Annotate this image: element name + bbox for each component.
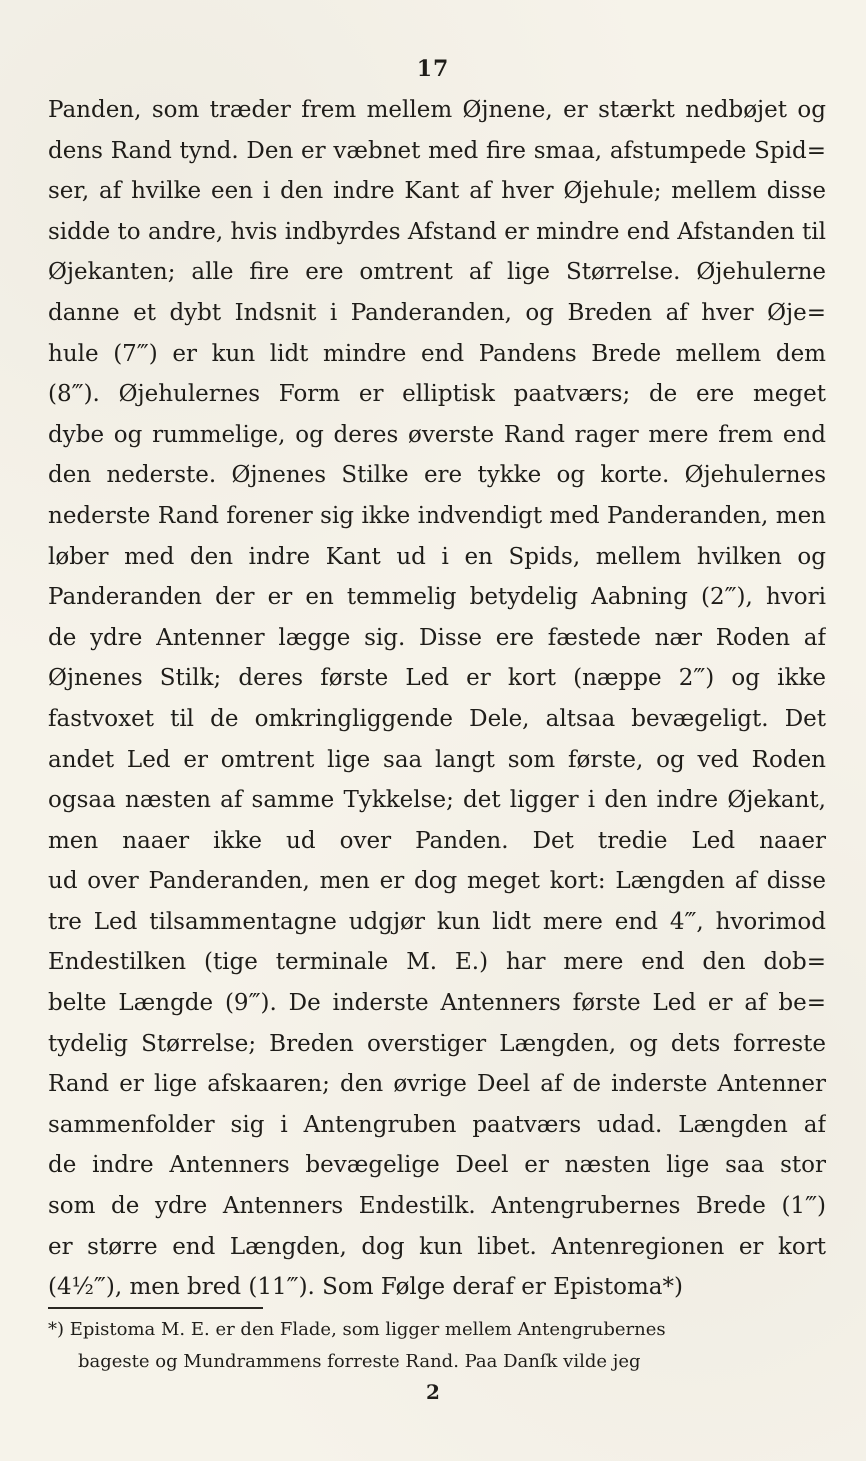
text-line: Panderanden der er en temmelig betydelig Aabning (2‴), hvori (48, 584, 826, 611)
text-line: hule (7‴) er kun lidt mindre end Pandens Brede mellem dem (48, 340, 826, 367)
text-line: fastvoxet til de omkringliggende Dele, altsaa bevægeligt. Det (48, 705, 826, 732)
footnote-line: *) Epistoma M. E. er den Flade, som ligger mellem Antengrubernes (48, 1319, 666, 1340)
text-line: tre Led tilsammentagne udgjør kun lidt mere end 4‴, hvorimod (48, 908, 826, 935)
body-text (48, 90, 826, 1308)
text-line: Endestilken (tige terminale M. E.) har mere end den dob= (48, 949, 826, 976)
text-line: (8‴). Øjehulernes Form er elliptisk paatværs; de ere meget (48, 381, 826, 408)
text-line: men naaer ikke ud over Panden. Det tredie Led naaer (48, 827, 826, 854)
text-line: (4½‴), men bred (11‴). Som Følge deraf er Epistoma*) (48, 1274, 683, 1301)
text-line: Rand er lige afskaaren; den øvrige Deel af de inderste Antenner (48, 1071, 826, 1098)
text-line: danne et dybt Indsnit i Panderanden, og Breden af hver Øje= (48, 299, 826, 326)
text-line: Panden, som træder frem mellem Øjnene, er stærkt nedbøjet og (48, 97, 826, 123)
text-line: belte Længde (9‴). De inderste Antenners første Led er af be= (48, 990, 826, 1017)
page-number: 17 (416, 56, 450, 82)
footnote (48, 1314, 826, 1378)
text-line: de indre Antenners bevægelige Deel er næsten lige saa stor (48, 1152, 826, 1179)
footnote-divider (48, 1307, 263, 1309)
text-line: ser, af hvilke een i den indre Kant af hver Øjehule; mellem disse (48, 178, 826, 205)
text-line: nederste Rand forener sig ikke indvendigt med Panderanden, men (48, 502, 826, 529)
text-line: ogsaa næsten af samme Tykkelse; det ligger i den indre Øjekant, (48, 787, 826, 814)
text-line: andet Led er omtrent lige saa langt som første, og ved Roden (48, 746, 826, 773)
text-line: Øjnenes Stilk; deres første Led er kort (næppe 2‴) og ikke (48, 665, 826, 692)
text-line: som de ydre Antenners Endestilk. Antengrubernes Brede (1‴) (48, 1193, 826, 1220)
text-line: ud over Panderanden, men er dog meget kort: Længden af disse (48, 868, 826, 895)
text-line: den nederste. Øjnenes Stilke ere tykke og korte. Øjehulernes (48, 462, 826, 489)
text-line: tydelig Størrelse; Breden overstiger Længden, og dets forreste (48, 1030, 826, 1057)
text-line: løber med den indre Kant ud i en Spids, mellem hvilken og (48, 543, 826, 570)
text-line: Øjekanten; alle fire ere omtrent af lige Størrelse. Øjehulerne (48, 259, 826, 286)
text-line: er større end Længden, dog kun libet. Antenregionen er kort (48, 1233, 826, 1260)
text-line: dybe og rummelige, og deres øverste Rand rager mere frem end (48, 421, 826, 448)
text-line: sidde to andre, hvis indbyrdes Afstand er mindre end Afstanden til (48, 218, 826, 245)
signature-mark: 2 (426, 1380, 440, 1404)
text-line: sammenfolder sig i Antengruben paatværs udad. Længden af (48, 1111, 826, 1138)
text-line: dens Rand tynd. Den er væbnet med fire smaa, afstumpede Spid= (48, 137, 826, 164)
footnote-line: bageste og Mundrammens forreste Rand. Paa Danſk vilde jeg (78, 1351, 641, 1372)
text-line: de ydre Antenner lægge sig. Disse ere fæstede nær Roden af (48, 624, 826, 651)
